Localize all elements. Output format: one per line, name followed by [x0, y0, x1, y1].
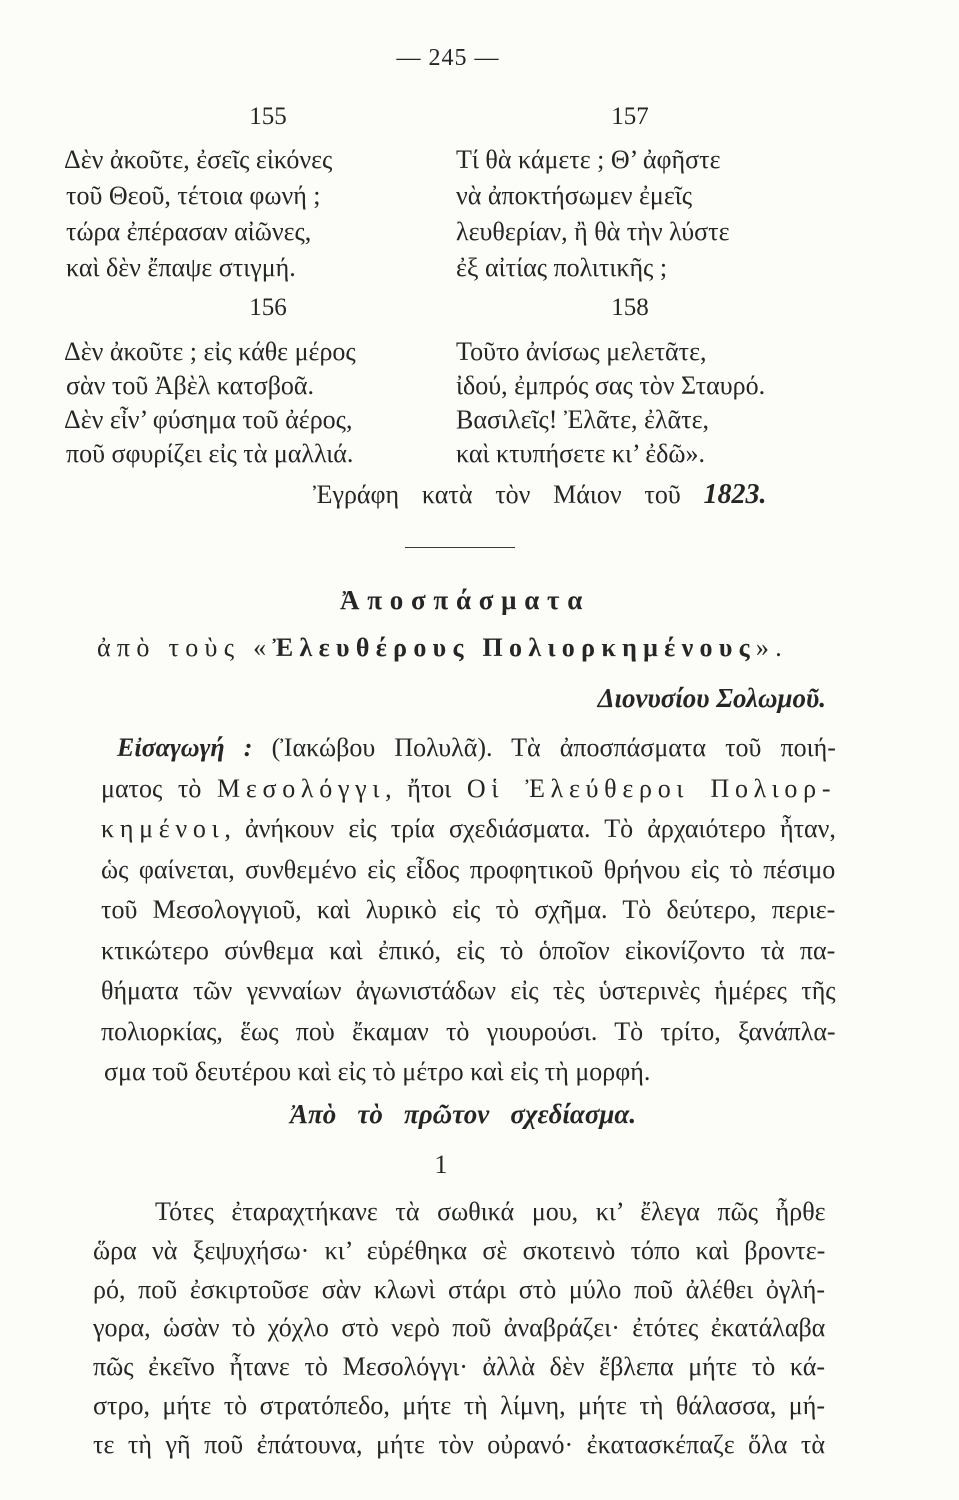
divider-rule [405, 547, 515, 548]
stanza-number: 156 [249, 294, 287, 321]
extracts-source-suffix: ». [755, 633, 788, 662]
spaced-title: Μεσολόγγι [217, 774, 386, 803]
body-text: ὥρα νὰ ξεψυχήσω· κι’ εὑρέθηκα σὲ σκοτεινὸ τόπο καὶ βροντε- [93, 1236, 826, 1265]
extracts-title-text: Ἀποσπάσματα [340, 585, 590, 615]
body-text: ρό, ποῦ ἐσκιρτοῦσε σὰν κλωνὶ στάρι στὸ μύλο ποῦ ἀλέθει ὀγλή- [93, 1275, 825, 1304]
poem-line: Τοῦτο ἀνίσως μελετᾶτε, [456, 337, 707, 366]
intro-text: , ἤτοι [385, 774, 467, 803]
extracts-source [97, 633, 788, 663]
intro-text: ὡς φαίνεται, συνθεμένο εἰς εἶδος προφητικοῦ θρήνου εἰς τὸ πέσιμο [101, 855, 836, 884]
date-note [313, 480, 768, 510]
body-line [93, 1236, 828, 1266]
introduction-label: Εἰσαγωγή : [117, 733, 253, 762]
body-line [155, 1197, 828, 1227]
intro-line [101, 976, 838, 1006]
intro-text: τοῦ Μεσολογγιοῦ, καὶ λυρικὸ εἰς τὸ σχῆμα. Τὸ δεύτερο, περιε- [101, 895, 836, 924]
stanza-number: 158 [611, 294, 649, 321]
stanza-number: 157 [611, 103, 649, 130]
poem-line: καὶ κτυπήσετε κι’ ἐδῶ». [456, 439, 706, 468]
poem-line: Δὲν ἀκοῦτε, ἐσεῖς εἰκόνες [64, 145, 333, 174]
poem-line: νὰ ἀποκτήσωμεν ἐμεῖς [456, 181, 693, 210]
body-text: Τότες ἐταραχτήκανε τὰ σωθικά μου, κι’ ἔλεγα πῶς ἦρθε [155, 1197, 826, 1226]
body-line [93, 1352, 828, 1382]
author-name: Διονυσίου Σολωμοῦ. [597, 683, 826, 713]
intro-line [101, 895, 838, 925]
poem-line: Δὲν εἶν’ φύσημα τοῦ ἀέρος, [64, 405, 353, 434]
poem-line: σὰν τοῦ Ἀβὲλ κατσβοᾶ. [66, 371, 315, 400]
intro-text: κτικώτερο σύνθεμα καὶ ἐπικό, εἰς τὸ ὁποῖον εἰκονίζοντο τὰ πα- [101, 936, 836, 965]
stanza-number: 155 [249, 103, 287, 130]
section-heading-text: Ἀπὸ τὸ πρῶτον σχεδίασμα. [290, 1099, 637, 1129]
body-line [93, 1430, 828, 1460]
section-number: 1 [434, 1150, 448, 1179]
body-line [93, 1275, 828, 1305]
intro-line [117, 733, 838, 763]
intro-text: ματος τὸ [101, 774, 217, 803]
poem-line: τοῦ Θεοῦ, τέτοια φωνή ; [66, 181, 321, 210]
intro-line [101, 855, 838, 885]
intro-text: θήματα τῶν γενναίων ἀγωνιστάδων εἰς τὲς ὑστερινὲς ἡμέρες τῆς [101, 976, 836, 1005]
poem-line: καὶ δὲν ἔπαψε στιγμή. [66, 253, 296, 282]
poem-line: Δὲν ἀκοῦτε ; εἰς κάθε μέρος [64, 337, 356, 366]
section-heading [290, 1099, 637, 1129]
intro-text: , ἀνήκουν εἰς τρία σχεδιάσματα. Τὸ ἀρχαιότερο ἦταν, [224, 814, 836, 843]
extracts-source-title: Ἐλευθέρους Πολιορκημένους [272, 633, 756, 662]
poem-line: Βασιλεῖς! Ἐλᾶτε, ἐλᾶτε, [456, 405, 710, 434]
intro-line [101, 936, 838, 966]
intro-line [101, 814, 838, 844]
intro-text: πολιορκίας, ἕως ποὺ ἔκαμαν τὸ γιουρούσι. Τὸ τρίτο, ξανάπλα- [101, 1017, 836, 1046]
body-text: τε τὴ γῆ ποῦ ἐπάτουνα, μήτε τὸν οὐρανό· ἐκατασκέπαζε ὅλα τὰ [93, 1430, 825, 1459]
spaced-title: Οἱ Ἐλεύθεροι Πολιορ- [466, 774, 837, 803]
poem-line: ποῦ σφυρίζει εἰς τὰ μαλλιά. [66, 439, 354, 468]
body-text: στρο, μήτε τὸ στρατόπεδο, μήτε τὴ λίμνη, μήτε τὴ θάλασσα, μή- [93, 1391, 825, 1420]
date-year: 1823. [703, 479, 767, 510]
body-line [93, 1391, 828, 1421]
intro-line [101, 774, 838, 804]
poem-line: τώρα ἐπέρασαν αἰῶνες, [66, 217, 312, 246]
poem-line: ἰδού, ἐμπρός σας τὸν Σταυρό. [456, 371, 766, 400]
intro-line [101, 1017, 838, 1047]
body-line [93, 1313, 828, 1343]
poem-line: ἐξ αἰτίας πολιτικῆς ; [456, 253, 668, 282]
body-text: γορα, ὡσὰν τὸ χόχλο στὸ νερὸ ποῦ ἀναβράζει· ἐτότες ἐκατάλαβα [93, 1313, 826, 1342]
extracts-source-prefix: ἀπὸ τοὺς « [97, 633, 273, 662]
body-text: πῶς ἐκεῖνο ἦτανε τὸ Μεσολόγγι· ἀλλὰ δὲν ἔβλεπα μήτε τὸ κά- [93, 1352, 825, 1381]
intro-line: σμα τοῦ δευτέρου καὶ εἰς τὸ μέτρο καὶ εἰς τὴ μορφή. [104, 1057, 651, 1086]
spaced-title: κημένοι [101, 814, 225, 843]
extracts-title [340, 585, 590, 615]
poem-line: λευθερίαν, ἢ θὰ τὴν λύστε [456, 217, 730, 246]
intro-text: (Ἰακώβου Πολυλᾶ). Τὰ ἀποσπάσματα τοῦ ποιή- [252, 733, 836, 762]
page-number: — 245 — [396, 45, 500, 71]
poem-line: Τί θὰ κάμετε ; Θ’ ἀφῆστε [456, 145, 721, 174]
date-note-text: Ἐγράφη κατὰ τὸν Μάιον τοῦ [313, 480, 681, 509]
